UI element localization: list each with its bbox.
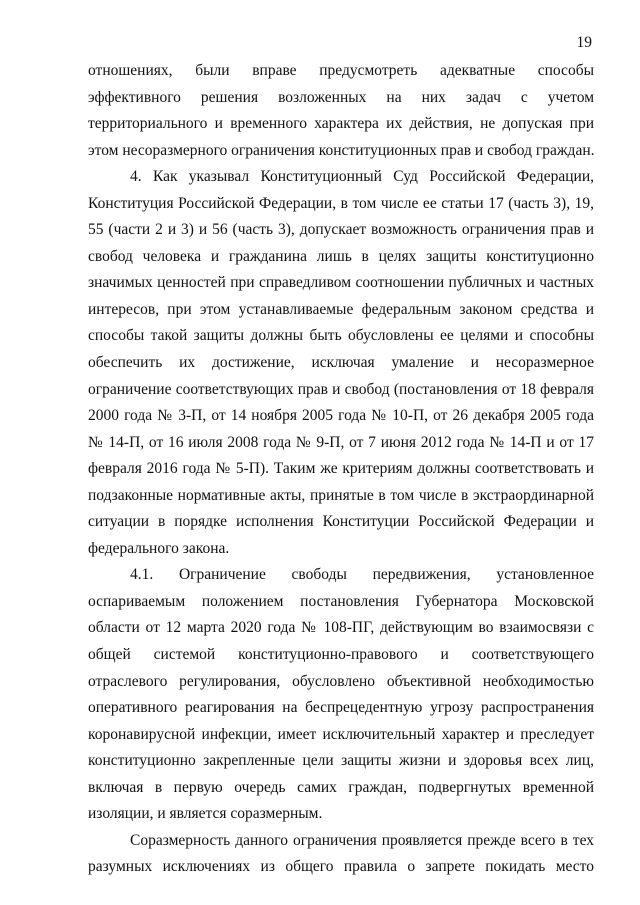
paragraph-2: [88, 164, 594, 562]
paragraph-3: [88, 562, 594, 827]
text-line: федерального закона.: [88, 539, 230, 557]
text-line: ограничение соответствующих прав и свобод (постановления от 18 февраля: [88, 380, 594, 398]
text-line: 2000 года № 3-П, от 14 ноября 2005 года № 10-П, от 26 декабря 2005 года: [88, 407, 594, 425]
text-line: эффективного решения возложенных на них задач с учетом: [88, 88, 594, 106]
text-line: 55 (части 2 и 3) и 56 (часть 3), допускает возможность ограничения прав и: [88, 221, 594, 239]
text-line: разумных исключениях из общего правила о запрете покидать место: [88, 858, 594, 876]
text-line: оспариваемым положением постановления Губернатора Московской: [88, 592, 594, 610]
text-line: общей системой конституционно-правового и соответствующего: [88, 646, 594, 664]
text-line: оперативного реагирования на беспрецедентную угрозу распространения: [88, 699, 594, 717]
text-line: обеспечить их достижение, исключая умаление и несоразмерное: [88, 354, 594, 372]
text-line: Конституция Российской Федерации, в том числе ее статьи 17 (часть 3), 19,: [88, 194, 594, 212]
paragraph-4: [88, 828, 594, 881]
text-line: включая в первую очередь самих граждан, подвергнутых временной: [88, 778, 594, 796]
paragraph-1: [88, 58, 594, 164]
text-line: 4. Как указывал Конституционный Суд Российской Федерации,: [130, 168, 594, 186]
document-body: [88, 58, 594, 881]
text-line: отношениях, были вправе предусмотреть адекватные способы: [88, 62, 594, 79]
text-line: подзаконные нормативные акты, принятые в том числе в экстраординарной: [88, 486, 594, 504]
text-line: свобод человека и гражданина лишь в целях защиты конституционно: [88, 247, 594, 265]
page-number: 19: [576, 34, 592, 51]
text-line: области от 12 марта 2020 года № 108-ПГ, действующим во взаимосвязи с: [88, 619, 594, 637]
text-line: № 14-П, от 16 июля 2008 года № 9-П, от 7 июня 2012 года № 14-П и от 17: [88, 433, 594, 451]
text-line: Соразмерность данного ограничения проявляется прежде всего в тех: [130, 831, 594, 849]
text-line: коронавирусной инфекции, имеет исключительный характер и преследует: [88, 725, 594, 743]
text-line: 4.1. Ограничение свободы передвижения, установленное: [130, 566, 594, 584]
text-line: отраслевого регулирования, обусловлено объективной необходимостью: [88, 672, 594, 690]
text-line: конституционно закрепленные цели защиты жизни и здоровья всех лиц,: [88, 752, 594, 770]
text-line: февраля 2016 года № 5-П). Таким же критериям должны соответствовать и: [88, 460, 594, 478]
text-line: территориального и временного характера их действия, не допуская при: [88, 115, 594, 133]
text-line: этом несоразмерного ограничения конституционных прав и свобод граждан.: [88, 141, 595, 159]
text-line: значимых ценностей при справедливом соотношении публичных и частных: [88, 274, 594, 292]
text-line: ситуации в порядке исполнения Конституции Российской Федерации и: [88, 513, 594, 531]
text-line: способы такой защиты должны быть обусловлены ее целями и способны: [88, 327, 594, 345]
text-line: изоляции, и является соразмерным.: [88, 805, 323, 823]
text-line: интересов, при этом устанавливаемые федеральным законом средства и: [88, 300, 594, 318]
